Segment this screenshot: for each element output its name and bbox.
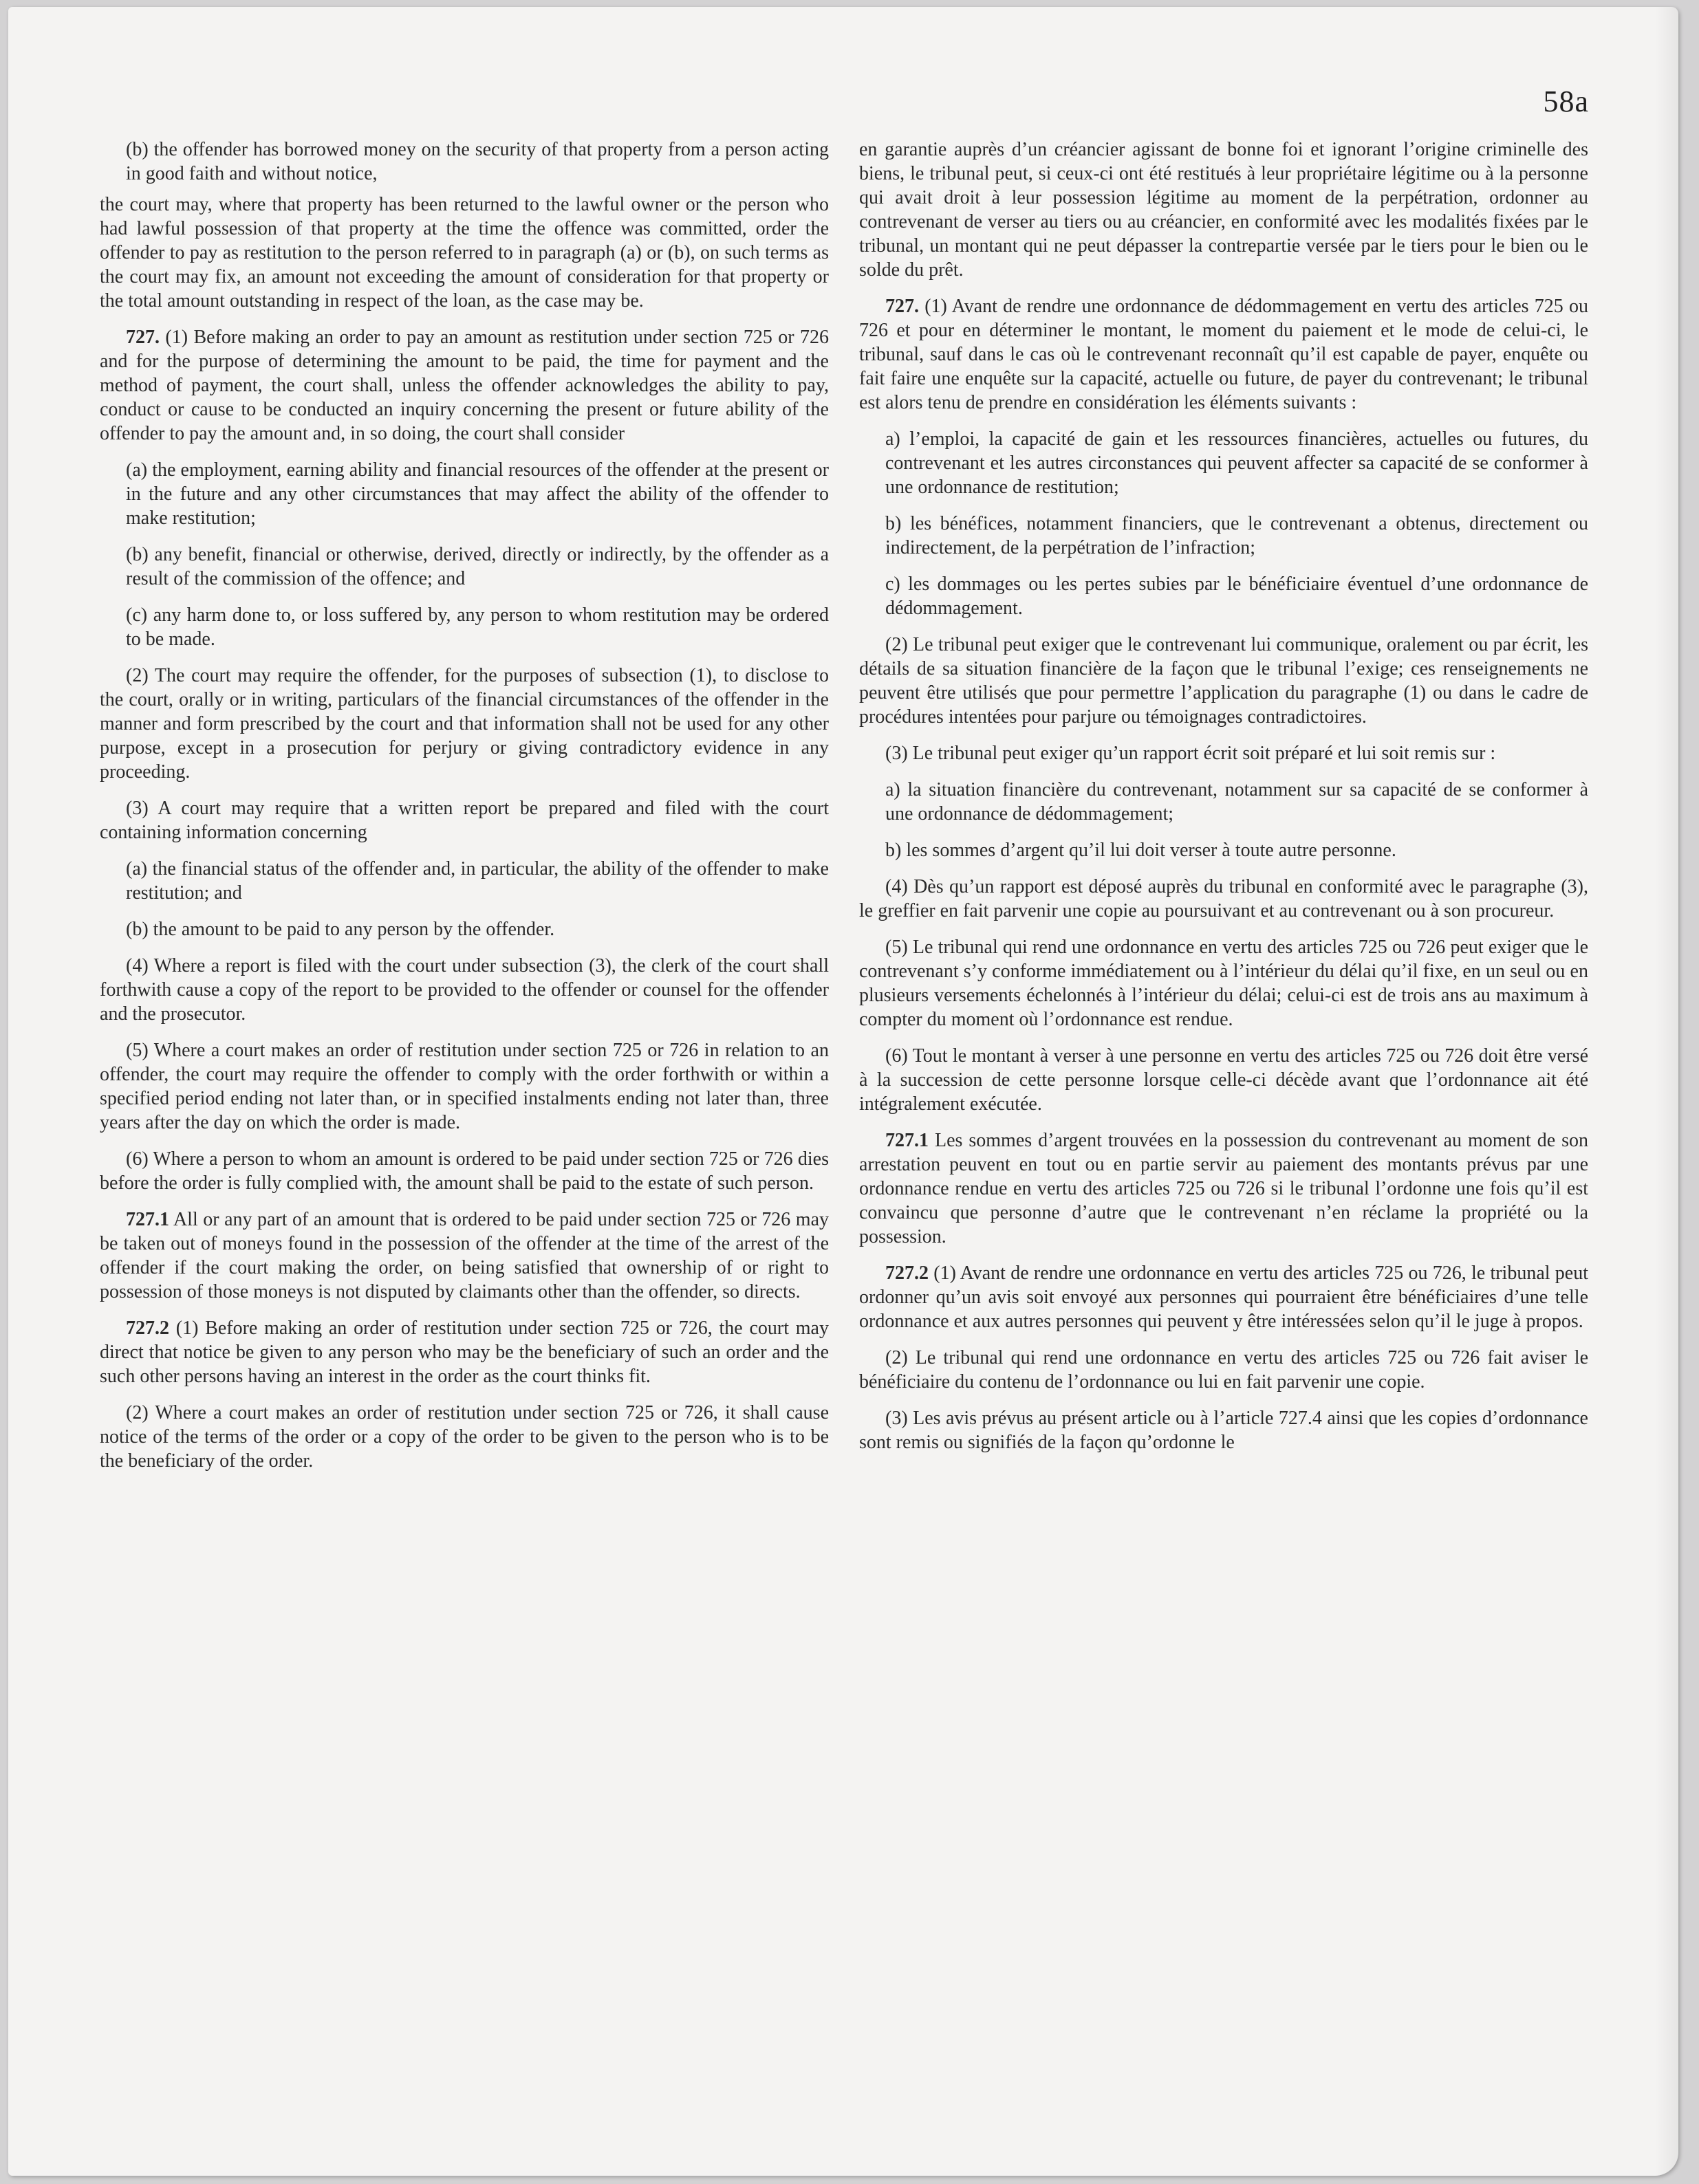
paragraph-text: (1) Avant de rendre une ordonnance de dédommagement en vertu des articles 725 ou 726 et pour en déterminer le montant, le moment du paiement et le mode de celui-ci, le tribunal, sauf dans le cas où le contrevenant reconnaît qu’il est capable de payer, enquête ou fait faire une enquête sur la capacité, actuelle ou future, de payer du contrevenant; le tribunal est alors tenu de prendre en considération les éléments suivants :: [859, 296, 1588, 413]
paragraph-text: (2) The court may require the offender, for the purposes of subsection (1), to disclose to the court, orally or in writing, particulars of the financial circumstances of the offender in the manner and form prescribed by the court and that information shall not be used for any other purpose, except in a prosecution for perjury or giving contradictory evidence in any proceeding.: [100, 665, 829, 783]
english-paragraph: [100, 325, 829, 446]
english-paragraph: [100, 1401, 829, 1473]
paragraph-text: (a) the financial status of the offender and, in particular, the ability of the offender to make restitution; and: [126, 858, 829, 904]
english-paragraph: [100, 193, 829, 313]
section-number: 727.1: [885, 1130, 929, 1151]
english-paragraph: [100, 917, 829, 941]
paragraph-text: Les sommes d’argent trouvées en la possession du contrevenant au moment de son arrestation peuvent en tout ou en partie servir au paiement des montants prévus par une ordonnance rendue en vertu des articles 725 ou 726 si le tribunal l’ordonne une fois qu’il est convaincu que personne d’autre que le contrevenant n’en réclame la propriété ou la possession.: [859, 1130, 1588, 1247]
french-paragraph: [859, 741, 1588, 765]
paragraph-text: (2) Le tribunal peut exiger que le contrevenant lui communique, oralement ou par écrit, les détails de sa situation financière de la façon que le tribunal l’exige; ces renseignements ne peuvent être utilisés que pour permettre l’application du paragraphe (1) ou dans le cadre de procédures intentées pour parjure ou témoignages contradictoires.: [859, 634, 1588, 728]
french-paragraph: [859, 512, 1588, 560]
paragraph-text: (2) Le tribunal qui rend une ordonnance en vertu des articles 725 ou 726 fait aviser le bénéficiaire du contenu de l’ordonnance ou lui en fait parvenir une copie.: [859, 1347, 1588, 1393]
paragraph-text: (6) Where a person to whom an amount is ordered to be paid under section 725 or 726 dies before the order is fully complied with, the amount shall be paid to the estate of such person.: [100, 1148, 829, 1194]
french-paragraph: [859, 838, 1588, 862]
english-paragraph: [100, 954, 829, 1026]
paragraph-text: b) les bénéfices, notamment financiers, que le contrevenant a obtenus, directement ou indirectement, de la perpétration de l’infraction;: [885, 513, 1588, 558]
french-paragraph: [859, 1406, 1588, 1454]
section-number: 727.: [885, 296, 919, 317]
paragraph-text: (4) Where a report is filed with the court under subsection (3), the clerk of the court shall forthwith cause a copy of the report to be provided to the offender or counsel for the offender and the prosecutor.: [100, 955, 829, 1025]
english-paragraph: [100, 796, 829, 844]
french-paragraph: [859, 1261, 1588, 1333]
section-number: 727.: [126, 327, 160, 348]
paragraph-text: b) les sommes d’argent qu’il lui doit verser à toute autre personne.: [885, 840, 1396, 861]
english-paragraph: [100, 664, 829, 784]
english-paragraph: [100, 1316, 829, 1388]
paragraph-text: (3) A court may require that a written report be prepared and filed with the court containing information concerning: [100, 798, 829, 843]
section-number: 727.2: [885, 1263, 929, 1284]
french-paragraph: [859, 633, 1588, 729]
paragraph-text: (3) Le tribunal peut exiger qu’un rapport écrit soit préparé et lui soit remis sur :: [885, 743, 1496, 764]
english-paragraph: [100, 458, 829, 530]
paragraph-text: (b) any benefit, financial or otherwise, derived, directly or indirectly, by the offender as a result of the commission of the offence; and: [126, 544, 829, 589]
paragraph-text: (1) Before making an order to pay an amount as restitution under section 725 or 726 and for the purpose of determining the amount to be paid, the time for payment and the method of payment, the court shall, unless the offender acknowledges the ability to pay, conduct or cause to be conducted an inquiry concerning the present or future ability of the offender to pay the amount and, in so doing, the court shall consider: [100, 327, 829, 444]
french-paragraph: [859, 572, 1588, 620]
french-paragraph: [859, 935, 1588, 1031]
paragraph-text: c) les dommages ou les pertes subies par le bénéficiaire éventuel d’une ordonnance de dédommagement.: [885, 574, 1588, 619]
paragraph-text: (1) Avant de rendre une ordonnance en vertu des articles 725 ou 726, le tribunal peut ordonner qu’un avis soit envoyé aux personnes qui pourraient être bénéficiaires d’une telle ordonnance et aux autres personnes qui peuvent y être intéressées selon qu’il le juge à propos.: [859, 1263, 1588, 1332]
paragraph-text: (4) Dès qu’un rapport est déposé auprès du tribunal en conformité avec le paragraphe (3), le greffier en fait parvenir une copie au poursuivant et au contrevenant ou à son procureur.: [859, 876, 1588, 921]
paragraph-text: (b) the offender has borrowed money on the security of that property from a person acting in good faith and without notice,: [126, 139, 829, 184]
section-number: 727.1: [126, 1209, 169, 1230]
paragraph-text: (6) Tout le montant à verser à une personne en vertu des articles 725 ou 726 doit être versé à la succession de cette personne lorsque celle-ci décède avant que l’ordonnance ait été intégralement exécutée.: [859, 1045, 1588, 1115]
paragraph-text: a) la situation financière du contrevenant, notamment sur sa capacité de se conformer à une ordonnance de dédommagement;: [885, 779, 1588, 825]
paragraph-text: a) l’emploi, la capacité de gain et les ressources financières, actuelles ou futures, du contrevenant et les autres circonstances qui peuvent affecter sa capacité de se conformer à une ordonnance de restitution;: [885, 428, 1588, 498]
paragraph-text: the court may, where that property has been returned to the lawful owner or the person who had lawful possession of that property at the time the offence was committed, order the offender to pay as restitution to the person referred to in paragraph (a) or (b), on such terms as the court may fix, an amount not exceeding the amount of consideration for that property or the total amount outstanding in respect of the loan, as the case may be.: [100, 194, 829, 312]
french-paragraph: [859, 138, 1588, 282]
french-text-column: [859, 138, 1588, 1467]
english-paragraph: [100, 1038, 829, 1135]
french-paragraph: [859, 1346, 1588, 1394]
french-paragraph: [859, 427, 1588, 499]
document-page: [8, 7, 1678, 2176]
paragraph-text: (5) Where a court makes an order of restitution under section 725 or 726 in relation to an offender, the court may require the offender to comply with the order forthwith or within a specified period ending not later than, or in specified instalments ending not later than, three years after the day on which the order is made.: [100, 1040, 829, 1133]
english-text-column: [100, 138, 829, 1485]
english-paragraph: [100, 543, 829, 591]
english-paragraph: [100, 1147, 829, 1195]
paragraph-text: (5) Le tribunal qui rend une ordonnance en vertu des articles 725 ou 726 peut exiger que le contrevenant s’y conforme immédiatement ou à l’intérieur du délai qu’il fixe, en un seul ou en plusieurs versements échelonnés à l’intérieur du délai; celui-ci est de trois ans au maximum à compter du moment où l’ordonnance est rendue.: [859, 937, 1588, 1030]
paragraph-text: (a) the employment, earning ability and financial resources of the offender at the present or in the future and any other circumstances that may affect the ability of the offender to make restitution;: [126, 459, 829, 529]
english-paragraph: [100, 857, 829, 905]
english-paragraph: [100, 603, 829, 651]
paragraph-text: (1) Before making an order of restitution under section 725 or 726, the court may direct that notice be given to any person who may be the beneficiary of such an order and the such other persons having an interest in the order as the court thinks fit.: [100, 1318, 829, 1387]
english-paragraph: [100, 138, 829, 186]
paragraph-text: (3) Les avis prévus au présent article ou à l’article 727.4 ainsi que les copies d’ordonnance sont remis ou signifiés de la façon qu’ordonne le: [859, 1408, 1588, 1453]
french-paragraph: [859, 875, 1588, 923]
paragraph-text: (b) the amount to be paid to any person by the offender.: [126, 919, 555, 940]
page-edge-shadow: [1655, 7, 1678, 2176]
section-number: 727.2: [126, 1318, 169, 1339]
paragraph-text: (c) any harm done to, or loss suffered by, any person to whom restitution may be ordered to be made.: [126, 604, 829, 650]
french-paragraph: [859, 1128, 1588, 1249]
page-number: 58a: [1543, 85, 1589, 118]
paragraph-text: en garantie auprès d’un créancier agissant de bonne foi et ignorant l’origine criminelle des biens, le tribunal peut, si ceux-ci ont été restitués à leur propriétaire légitime ou à la personne qui avait droit à leur possession légitime au moment de la perpétration, ordonner au contrevenant de verser au tiers ou au créancier, en conformité avec les modalités fixées par le tribunal, un montant qui ne peut dépasser la contrepartie versée par le tiers pour le bien ou le solde du prêt.: [859, 139, 1588, 281]
french-paragraph: [859, 778, 1588, 826]
french-paragraph: [859, 1044, 1588, 1116]
paragraph-text: (2) Where a court makes an order of restitution under section 725 or 726, it shall cause notice of the terms of the order or a copy of the order to be given to the person who is to be the beneficiary of the order.: [100, 1402, 829, 1472]
french-paragraph: [859, 294, 1588, 415]
english-paragraph: [100, 1208, 829, 1304]
paragraph-text: All or any part of an amount that is ordered to be paid under section 725 or 726 may be taken out of moneys found in the possession of the offender at the time of the arrest of the offender if the court making the order, on being satisfied that ownership of or right to possession of those moneys is not disputed by claimants other than the offender, so directs.: [100, 1209, 829, 1302]
